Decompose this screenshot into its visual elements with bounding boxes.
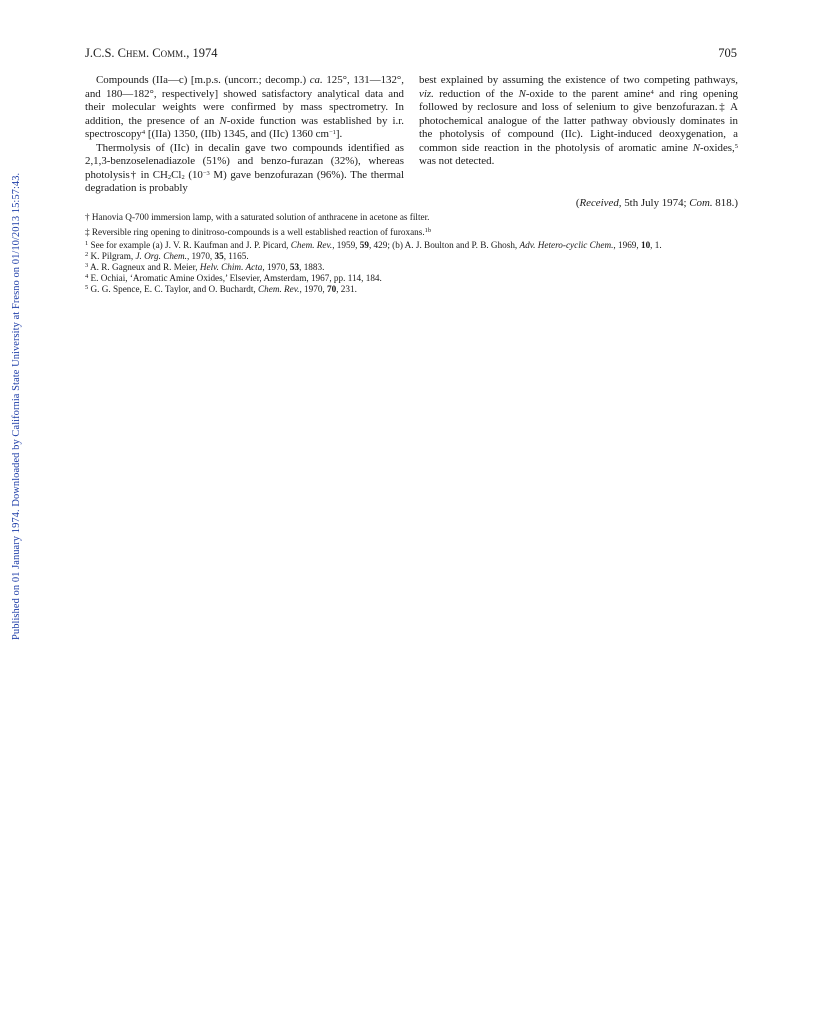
page-number: 705: [718, 46, 737, 60]
reference-2: $^2$ K. Pilgram, J. Org. Chem., 1970, 35, 1165.: [85, 251, 249, 261]
ref-4: 4: [141, 129, 146, 136]
footnote-dagger: † Hanovia Q-700 immersion lamp, with a saturated solution of anthracene in acetone as filter.: [85, 212, 430, 222]
paragraph-continuation: best explained by assuming the existence of two competing pathways, viz. reduction of the N-oxide to the parent amine$^4$ and ring opening followed by reclosure and loss of selenium to give benzofurazan.‡ A photochemical analogue of the latter pathway obviously dominates in the photolysis of compound (IIc). Light-induced deoxygenation, a common side reaction in the photolysis of aromatic amine N-oxides,$^5$ was not detected.: [419, 74, 738, 167]
reference-1: $^1$ See for example (a) J. V. R. Kaufman and J. P. Picard, Chem. Rev., 1959, 59, 429; (b) A. J. Boulton and P. B. Ghosh, Adv. Hetero-cyclic Chem., 1969, 10, 1.: [85, 240, 662, 250]
reference-3: $^3$ A. R. Gagneux and R. Meier, Helv. Chim. Acta, 1970, 53, 1883.: [85, 262, 325, 272]
right-column: [419, 74, 738, 169]
left-column: [85, 74, 404, 196]
received-date: (Received, 5th July 1974; Com. 818.): [575, 197, 738, 209]
reference-5: $^5$ G. G. Spence, E. C. Taylor, and O. Buchardt, Chem. Rev., 1970, 70, 231.: [85, 284, 357, 294]
download-stamp-text: Published on 01 January 1974. Downloaded by California State University at Fresno on 01/10/2013 15:57:43.: [11, 172, 22, 640]
footnote-double-dagger: ‡ Reversible ring opening to dinitroso-compounds is a well established reaction of furoxans.$^{1b}$: [85, 227, 432, 237]
paragraph-thermolysis: Thermolysis of (IIc) in decalin gave two compounds identified as 2,1,3-benzoselenadiazole (51%) and benzo-furazan (32%), whereas photolysis† in $CH_2Cl_2$ ($10^{-3}$ M) gave benzofurazan (96%). The thermal degradation is probably: [85, 141, 405, 194]
reference-list: [85, 240, 739, 295]
journal-citation: J.C.S. Chem. Comm., 1974: [85, 46, 218, 60]
reference-4: $^4$ E. Ochiai, ‘Aromatic Amine Oxides,’ Elsevier, Amsterdam, 1967, pp. 114, 184.: [85, 273, 382, 283]
download-stamp: [0, 0, 22, 660]
paragraph-compounds: Compounds (IIa—c) [m.p.s. (uncorr.; decomp.) ca. 125°, 131—132°, and 180—182°, respectively] showed satisfactory analytical data and their molecular weights were confirmed by mass spectrometry. In addition, the presence of an N-oxide function was established by i.r. spectroscopy$^4$ [(IIa) 1350, (IIb) 1345, and (IIc) 1360 $cm^{-1}$].: [85, 74, 405, 140]
